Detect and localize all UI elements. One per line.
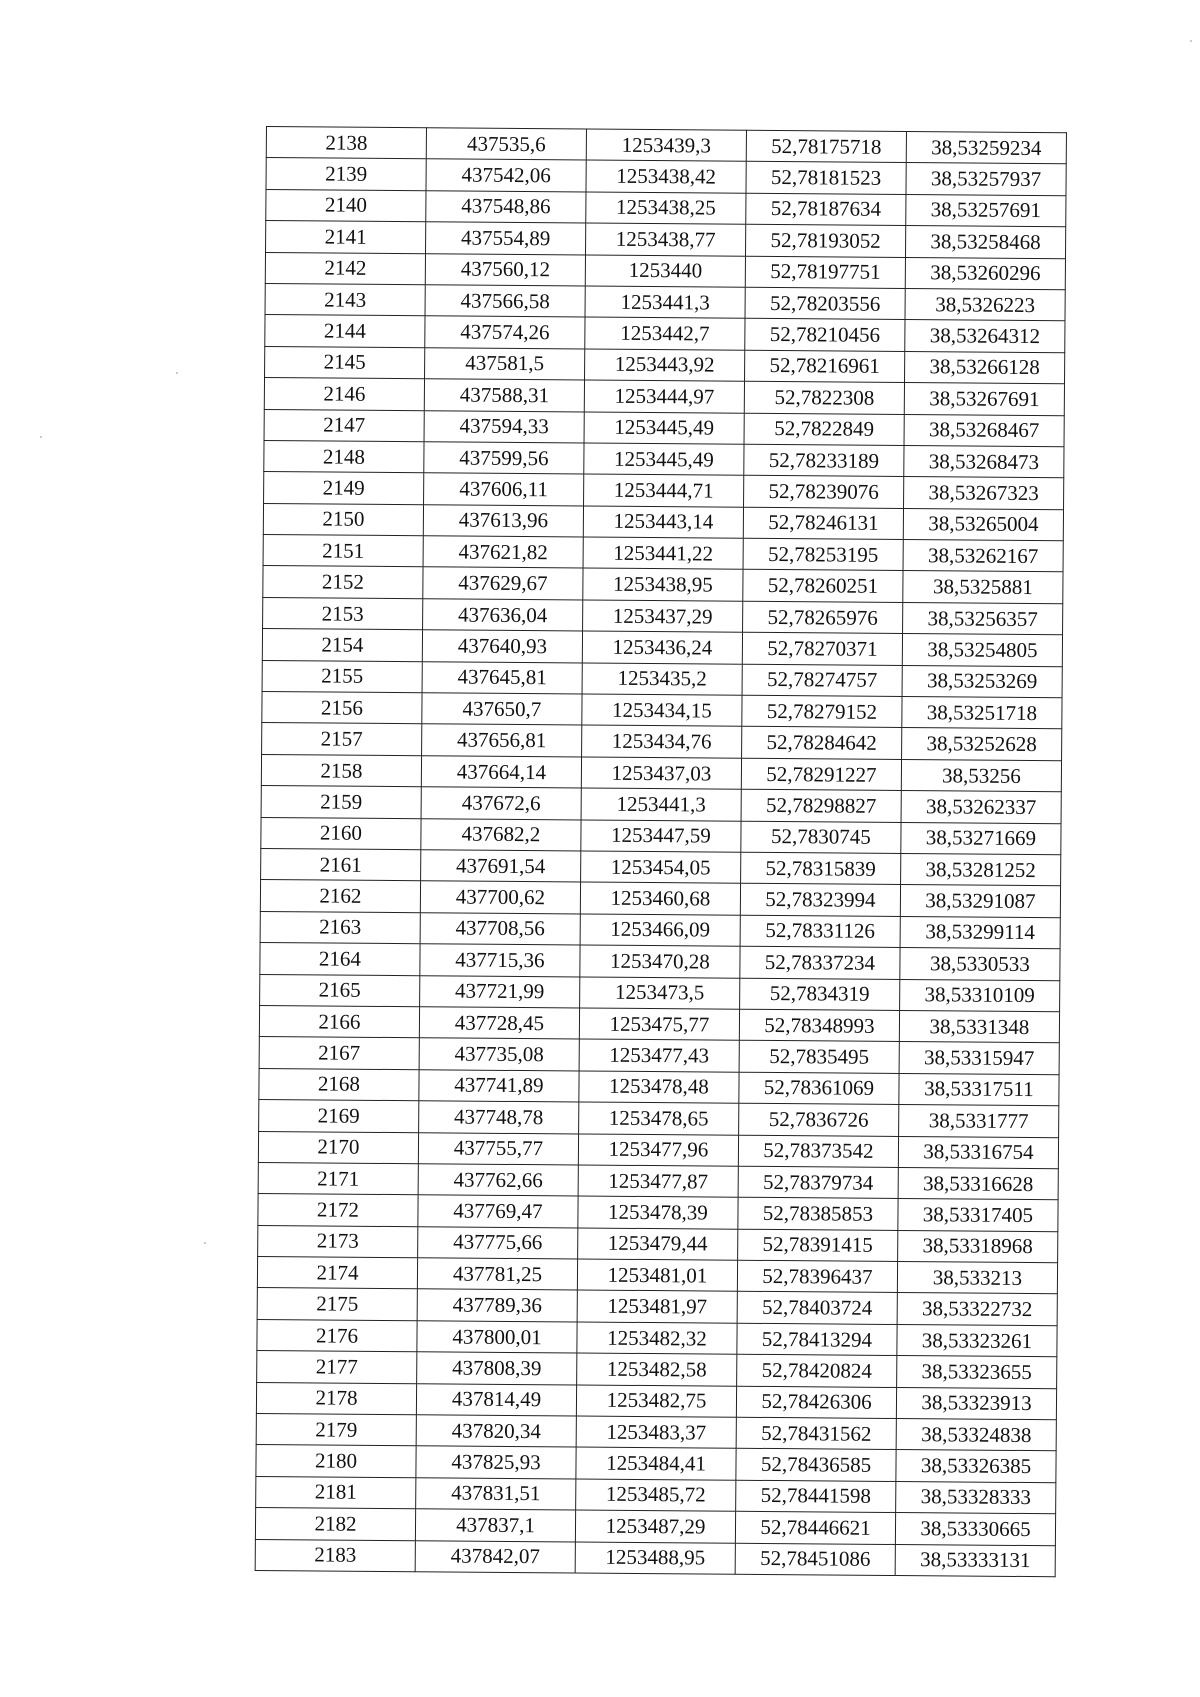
cell-latitude: 52,78270371 bbox=[742, 633, 902, 666]
cell-y-coordinate: 1253481,97 bbox=[577, 1290, 737, 1323]
cell-longitude: 38,53323655 bbox=[897, 1356, 1057, 1389]
cell-y-coordinate: 1253441,3 bbox=[585, 286, 745, 319]
cell-y-coordinate: 1253438,42 bbox=[586, 160, 746, 193]
cell-point-number: 2159 bbox=[261, 786, 421, 819]
cell-latitude: 52,7835495 bbox=[739, 1041, 899, 1074]
cell-point-number: 2179 bbox=[256, 1413, 416, 1446]
cell-x-coordinate: 437837,1 bbox=[415, 1509, 575, 1542]
cell-y-coordinate: 1253483,37 bbox=[576, 1416, 736, 1449]
cell-y-coordinate: 1253438,25 bbox=[586, 192, 746, 225]
cell-x-coordinate: 437535,6 bbox=[426, 128, 586, 161]
cell-y-coordinate: 1253442,7 bbox=[585, 317, 745, 350]
cell-latitude: 52,78361069 bbox=[739, 1072, 899, 1105]
cell-latitude: 52,78279152 bbox=[742, 695, 902, 728]
cell-x-coordinate: 437640,93 bbox=[422, 630, 582, 663]
cell-longitude: 38,53268467 bbox=[904, 414, 1064, 447]
cell-y-coordinate: 1253444,71 bbox=[584, 474, 744, 507]
cell-point-number: 2157 bbox=[262, 723, 422, 756]
cell-longitude: 38,53333131 bbox=[895, 1544, 1055, 1577]
cell-x-coordinate: 437672,6 bbox=[421, 787, 581, 820]
cell-latitude: 52,78246131 bbox=[743, 507, 903, 540]
cell-x-coordinate: 437769,47 bbox=[418, 1195, 578, 1228]
cell-x-coordinate: 437789,36 bbox=[417, 1289, 577, 1322]
cell-latitude: 52,78298827 bbox=[741, 789, 901, 822]
cell-longitude: 38,53251718 bbox=[902, 697, 1062, 730]
cell-x-coordinate: 437735,08 bbox=[419, 1038, 579, 1071]
cell-y-coordinate: 1253478,39 bbox=[578, 1196, 738, 1229]
cell-y-coordinate: 1253478,65 bbox=[579, 1102, 739, 1135]
cell-y-coordinate: 1253487,29 bbox=[575, 1510, 735, 1543]
cell-point-number: 2143 bbox=[265, 283, 425, 316]
cell-longitude: 38,53323913 bbox=[896, 1387, 1056, 1420]
cell-x-coordinate: 437781,25 bbox=[417, 1258, 577, 1291]
cell-latitude: 52,78216961 bbox=[745, 350, 905, 383]
cell-longitude: 38,53299114 bbox=[900, 916, 1060, 949]
cell-longitude: 38,53256 bbox=[901, 759, 1061, 792]
cell-x-coordinate: 437650,7 bbox=[422, 693, 582, 726]
cell-point-number: 2182 bbox=[255, 1508, 415, 1541]
cell-y-coordinate: 1253470,28 bbox=[580, 945, 740, 978]
cell-x-coordinate: 437588,31 bbox=[424, 379, 584, 412]
cell-longitude: 38,53265004 bbox=[903, 508, 1063, 541]
cell-x-coordinate: 437599,56 bbox=[424, 442, 584, 475]
cell-longitude: 38,53330665 bbox=[895, 1513, 1055, 1546]
cell-point-number: 2173 bbox=[258, 1225, 418, 1258]
cell-x-coordinate: 437554,89 bbox=[426, 222, 586, 255]
cell-point-number: 2139 bbox=[266, 158, 426, 191]
cell-y-coordinate: 1253437,29 bbox=[583, 600, 743, 633]
cell-y-coordinate: 1253434,76 bbox=[582, 725, 742, 758]
cell-latitude: 52,78315839 bbox=[741, 852, 901, 885]
cell-y-coordinate: 1253477,87 bbox=[578, 1165, 738, 1198]
cell-x-coordinate: 437831,51 bbox=[416, 1478, 576, 1511]
cell-point-number: 2146 bbox=[264, 378, 424, 411]
cell-x-coordinate: 437755,77 bbox=[418, 1132, 578, 1165]
cell-point-number: 2161 bbox=[261, 848, 421, 881]
cell-latitude: 52,78233189 bbox=[744, 444, 904, 477]
cell-longitude: 38,5331777 bbox=[899, 1105, 1059, 1138]
cell-x-coordinate: 437700,62 bbox=[420, 881, 580, 914]
cell-point-number: 2165 bbox=[260, 974, 420, 1007]
cell-point-number: 2141 bbox=[266, 221, 426, 254]
cell-latitude: 52,78337234 bbox=[740, 946, 900, 979]
cell-latitude: 52,78291227 bbox=[741, 758, 901, 791]
cell-longitude: 38,53271669 bbox=[901, 822, 1061, 855]
cell-point-number: 2152 bbox=[263, 566, 423, 599]
cell-x-coordinate: 437548,86 bbox=[426, 191, 586, 224]
cell-point-number: 2172 bbox=[258, 1194, 418, 1227]
cell-latitude: 52,78260251 bbox=[743, 570, 903, 603]
cell-longitude: 38,53253269 bbox=[902, 665, 1062, 698]
cell-x-coordinate: 437613,96 bbox=[423, 504, 583, 537]
cell-y-coordinate: 1253443,92 bbox=[585, 349, 745, 382]
cell-y-coordinate: 1253438,77 bbox=[586, 223, 746, 256]
cell-x-coordinate: 437645,81 bbox=[422, 661, 582, 694]
cell-y-coordinate: 1253482,32 bbox=[577, 1322, 737, 1355]
cell-x-coordinate: 437800,01 bbox=[417, 1321, 577, 1354]
cell-x-coordinate: 437542,06 bbox=[426, 159, 586, 192]
cell-latitude: 52,78197751 bbox=[745, 256, 905, 289]
cell-point-number: 2166 bbox=[259, 1005, 419, 1038]
cell-longitude: 38,53260296 bbox=[905, 257, 1065, 290]
cell-point-number: 2174 bbox=[257, 1257, 417, 1290]
cell-y-coordinate: 1253479,44 bbox=[578, 1228, 738, 1261]
cell-point-number: 2150 bbox=[263, 503, 423, 536]
cell-longitude: 38,5331348 bbox=[899, 1010, 1059, 1043]
cell-longitude: 38,5326223 bbox=[905, 288, 1065, 321]
cell-point-number: 2160 bbox=[261, 817, 421, 850]
cell-point-number: 2176 bbox=[257, 1319, 417, 1352]
cell-point-number: 2181 bbox=[256, 1476, 416, 1509]
cell-y-coordinate: 1253473,5 bbox=[580, 977, 740, 1010]
cell-x-coordinate: 437814,49 bbox=[416, 1383, 576, 1416]
cell-point-number: 2183 bbox=[255, 1539, 415, 1572]
cell-latitude: 52,78175718 bbox=[746, 130, 906, 163]
cell-latitude: 52,7830745 bbox=[741, 821, 901, 854]
cell-latitude: 52,78420824 bbox=[737, 1354, 897, 1387]
cell-latitude: 52,7822849 bbox=[744, 413, 904, 446]
cell-point-number: 2142 bbox=[265, 252, 425, 285]
cell-longitude: 38,53318968 bbox=[898, 1230, 1058, 1263]
cell-point-number: 2168 bbox=[259, 1068, 419, 1101]
cell-longitude: 38,53328333 bbox=[896, 1481, 1056, 1514]
cell-latitude: 52,78403724 bbox=[737, 1292, 897, 1325]
cell-longitude: 38,53258468 bbox=[905, 226, 1065, 259]
cell-x-coordinate: 437691,54 bbox=[421, 850, 581, 883]
cell-y-coordinate: 1253460,68 bbox=[580, 882, 740, 915]
cell-longitude: 38,53257937 bbox=[906, 163, 1066, 196]
cell-latitude: 52,78187634 bbox=[746, 193, 906, 226]
cell-point-number: 2164 bbox=[260, 943, 420, 976]
cell-latitude: 52,78181523 bbox=[746, 162, 906, 195]
cell-longitude: 38,53262337 bbox=[901, 791, 1061, 824]
cell-latitude: 52,7822308 bbox=[744, 381, 904, 414]
cell-longitude: 38,53291087 bbox=[900, 885, 1060, 918]
cell-point-number: 2169 bbox=[259, 1100, 419, 1133]
cell-point-number: 2153 bbox=[263, 597, 423, 630]
cell-latitude: 52,78193052 bbox=[745, 224, 905, 257]
cell-y-coordinate: 1253454,05 bbox=[581, 851, 741, 884]
cell-x-coordinate: 437581,5 bbox=[425, 347, 585, 380]
scan-speck bbox=[1190, 40, 1192, 42]
cell-y-coordinate: 1253478,48 bbox=[579, 1071, 739, 1104]
cell-point-number: 2156 bbox=[262, 692, 422, 725]
cell-latitude: 52,78323994 bbox=[740, 884, 900, 917]
cell-y-coordinate: 1253435,2 bbox=[582, 663, 742, 696]
cell-x-coordinate: 437842,07 bbox=[415, 1540, 575, 1573]
cell-y-coordinate: 1253447,59 bbox=[581, 820, 741, 853]
cell-x-coordinate: 437664,14 bbox=[421, 756, 581, 789]
coordinates-table-body bbox=[255, 127, 1066, 1577]
cell-longitude: 38,53323261 bbox=[897, 1324, 1057, 1357]
cell-y-coordinate: 1253437,03 bbox=[581, 757, 741, 790]
cell-latitude: 52,78426306 bbox=[736, 1386, 896, 1419]
cell-longitude: 38,53259234 bbox=[906, 132, 1066, 165]
cell-longitude: 38,53267691 bbox=[904, 383, 1064, 416]
cell-longitude: 38,53266128 bbox=[905, 351, 1065, 384]
cell-y-coordinate: 1253484,41 bbox=[576, 1447, 736, 1480]
cell-x-coordinate: 437748,78 bbox=[419, 1101, 579, 1134]
cell-point-number: 2144 bbox=[265, 315, 425, 348]
cell-y-coordinate: 1253477,96 bbox=[578, 1133, 738, 1166]
cell-latitude: 52,78373542 bbox=[738, 1135, 898, 1168]
cell-point-number: 2162 bbox=[260, 880, 420, 913]
cell-point-number: 2163 bbox=[260, 911, 420, 944]
cell-point-number: 2140 bbox=[266, 189, 426, 222]
cell-longitude: 38,53316754 bbox=[898, 1136, 1058, 1169]
cell-y-coordinate: 1253482,58 bbox=[577, 1353, 737, 1386]
cell-x-coordinate: 437606,11 bbox=[424, 473, 584, 506]
cell-latitude: 52,78446621 bbox=[735, 1511, 895, 1544]
cell-y-coordinate: 1253439,3 bbox=[586, 129, 746, 162]
cell-latitude: 52,78265976 bbox=[743, 601, 903, 634]
coordinates-table bbox=[255, 126, 1067, 1577]
cell-longitude: 38,53257691 bbox=[906, 194, 1066, 227]
cell-latitude: 52,78436585 bbox=[736, 1449, 896, 1482]
cell-latitude: 52,78379734 bbox=[738, 1166, 898, 1199]
cell-x-coordinate: 437820,34 bbox=[416, 1415, 576, 1448]
table-row bbox=[255, 1539, 1055, 1577]
cell-longitude: 38,53310109 bbox=[900, 979, 1060, 1012]
cell-x-coordinate: 437629,67 bbox=[423, 567, 583, 600]
cell-y-coordinate: 1253482,75 bbox=[576, 1385, 736, 1418]
cell-point-number: 2151 bbox=[263, 535, 423, 568]
cell-point-number: 2180 bbox=[256, 1445, 416, 1478]
cell-point-number: 2155 bbox=[262, 660, 422, 693]
cell-latitude: 52,7834319 bbox=[740, 978, 900, 1011]
cell-x-coordinate: 437721,99 bbox=[420, 975, 580, 1008]
scan-speck bbox=[40, 436, 42, 438]
cell-y-coordinate: 1253438,95 bbox=[583, 568, 743, 601]
cell-longitude: 38,53264312 bbox=[905, 320, 1065, 353]
cell-latitude: 52,78413294 bbox=[737, 1323, 897, 1356]
cell-x-coordinate: 437621,82 bbox=[423, 536, 583, 569]
cell-latitude: 52,78210456 bbox=[745, 319, 905, 352]
cell-point-number: 2178 bbox=[256, 1382, 416, 1415]
cell-point-number: 2175 bbox=[257, 1288, 417, 1321]
cell-latitude: 52,78253195 bbox=[743, 538, 903, 571]
cell-latitude: 52,78451086 bbox=[735, 1543, 895, 1576]
cell-x-coordinate: 437741,89 bbox=[419, 1069, 579, 1102]
cell-latitude: 52,78391415 bbox=[738, 1229, 898, 1262]
cell-y-coordinate: 1253444,97 bbox=[584, 380, 744, 413]
cell-longitude: 38,53267323 bbox=[904, 477, 1064, 510]
cell-longitude: 38,53317405 bbox=[898, 1199, 1058, 1232]
cell-x-coordinate: 437825,93 bbox=[416, 1446, 576, 1479]
cell-x-coordinate: 437594,33 bbox=[424, 410, 584, 443]
cell-latitude: 52,78431562 bbox=[736, 1417, 896, 1450]
cell-latitude: 52,78274757 bbox=[742, 664, 902, 697]
cell-latitude: 52,78331126 bbox=[740, 915, 900, 948]
cell-longitude: 38,53281252 bbox=[901, 853, 1061, 886]
cell-y-coordinate: 1253436,24 bbox=[582, 631, 742, 664]
cell-y-coordinate: 1253475,77 bbox=[579, 1008, 739, 1041]
cell-latitude: 52,7836726 bbox=[739, 1103, 899, 1136]
cell-point-number: 2138 bbox=[266, 127, 426, 160]
cell-y-coordinate: 1253477,43 bbox=[579, 1039, 739, 1072]
cell-point-number: 2154 bbox=[262, 629, 422, 662]
cell-point-number: 2170 bbox=[258, 1131, 418, 1164]
cell-point-number: 2145 bbox=[265, 346, 425, 379]
cell-longitude: 38,533213 bbox=[897, 1262, 1057, 1295]
cell-y-coordinate: 1253445,49 bbox=[584, 412, 744, 445]
cell-latitude: 52,78385853 bbox=[738, 1198, 898, 1231]
cell-y-coordinate: 1253488,95 bbox=[575, 1542, 735, 1575]
cell-longitude: 38,53324838 bbox=[896, 1419, 1056, 1452]
cell-y-coordinate: 1253441,3 bbox=[581, 788, 741, 821]
cell-longitude: 38,5325881 bbox=[903, 571, 1063, 604]
cell-x-coordinate: 437762,66 bbox=[418, 1164, 578, 1197]
cell-point-number: 2177 bbox=[257, 1351, 417, 1384]
cell-longitude: 38,53256357 bbox=[903, 602, 1063, 635]
cell-y-coordinate: 1253441,22 bbox=[583, 537, 743, 570]
cell-point-number: 2171 bbox=[258, 1162, 418, 1195]
cell-point-number: 2167 bbox=[259, 1037, 419, 1070]
cell-point-number: 2148 bbox=[264, 440, 424, 473]
cell-longitude: 38,53316628 bbox=[898, 1167, 1058, 1200]
cell-latitude: 52,78203556 bbox=[745, 287, 905, 320]
cell-y-coordinate: 1253440 bbox=[585, 255, 745, 288]
cell-y-coordinate: 1253481,01 bbox=[577, 1259, 737, 1292]
scan-speck bbox=[204, 1242, 206, 1244]
cell-longitude: 38,53315947 bbox=[899, 1042, 1059, 1075]
cell-x-coordinate: 437708,56 bbox=[420, 913, 580, 946]
coordinates-table-wrapper bbox=[255, 126, 1066, 1577]
cell-y-coordinate: 1253445,49 bbox=[584, 443, 744, 476]
cell-point-number: 2149 bbox=[264, 472, 424, 505]
cell-latitude: 52,78239076 bbox=[744, 476, 904, 509]
cell-x-coordinate: 437682,2 bbox=[421, 818, 581, 851]
cell-x-coordinate: 437808,39 bbox=[417, 1352, 577, 1385]
cell-y-coordinate: 1253466,09 bbox=[580, 914, 740, 947]
cell-longitude: 38,53252628 bbox=[902, 728, 1062, 761]
cell-y-coordinate: 1253485,72 bbox=[576, 1479, 736, 1512]
cell-point-number: 2158 bbox=[261, 754, 421, 787]
cell-x-coordinate: 437560,12 bbox=[425, 253, 585, 286]
cell-longitude: 38,53326385 bbox=[896, 1450, 1056, 1483]
cell-x-coordinate: 437566,58 bbox=[425, 285, 585, 318]
cell-y-coordinate: 1253443,14 bbox=[583, 506, 743, 539]
cell-longitude: 38,5330533 bbox=[900, 948, 1060, 981]
cell-y-coordinate: 1253434,15 bbox=[582, 694, 742, 727]
cell-x-coordinate: 437728,45 bbox=[419, 1007, 579, 1040]
cell-longitude: 38,53317511 bbox=[899, 1073, 1059, 1106]
scan-speck bbox=[176, 372, 178, 374]
cell-longitude: 38,53262167 bbox=[903, 540, 1063, 573]
cell-latitude: 52,78284642 bbox=[742, 727, 902, 760]
cell-x-coordinate: 437715,36 bbox=[420, 944, 580, 977]
cell-x-coordinate: 437574,26 bbox=[425, 316, 585, 349]
cell-x-coordinate: 437636,04 bbox=[423, 599, 583, 632]
cell-latitude: 52,78396437 bbox=[737, 1260, 897, 1293]
cell-longitude: 38,53268473 bbox=[904, 445, 1064, 478]
cell-point-number: 2147 bbox=[264, 409, 424, 442]
cell-longitude: 38,53254805 bbox=[902, 634, 1062, 667]
cell-x-coordinate: 437656,81 bbox=[422, 724, 582, 757]
cell-latitude: 52,78348993 bbox=[739, 1009, 899, 1042]
cell-x-coordinate: 437775,66 bbox=[418, 1226, 578, 1259]
cell-longitude: 38,53322732 bbox=[897, 1293, 1057, 1326]
cell-latitude: 52,78441598 bbox=[736, 1480, 896, 1513]
